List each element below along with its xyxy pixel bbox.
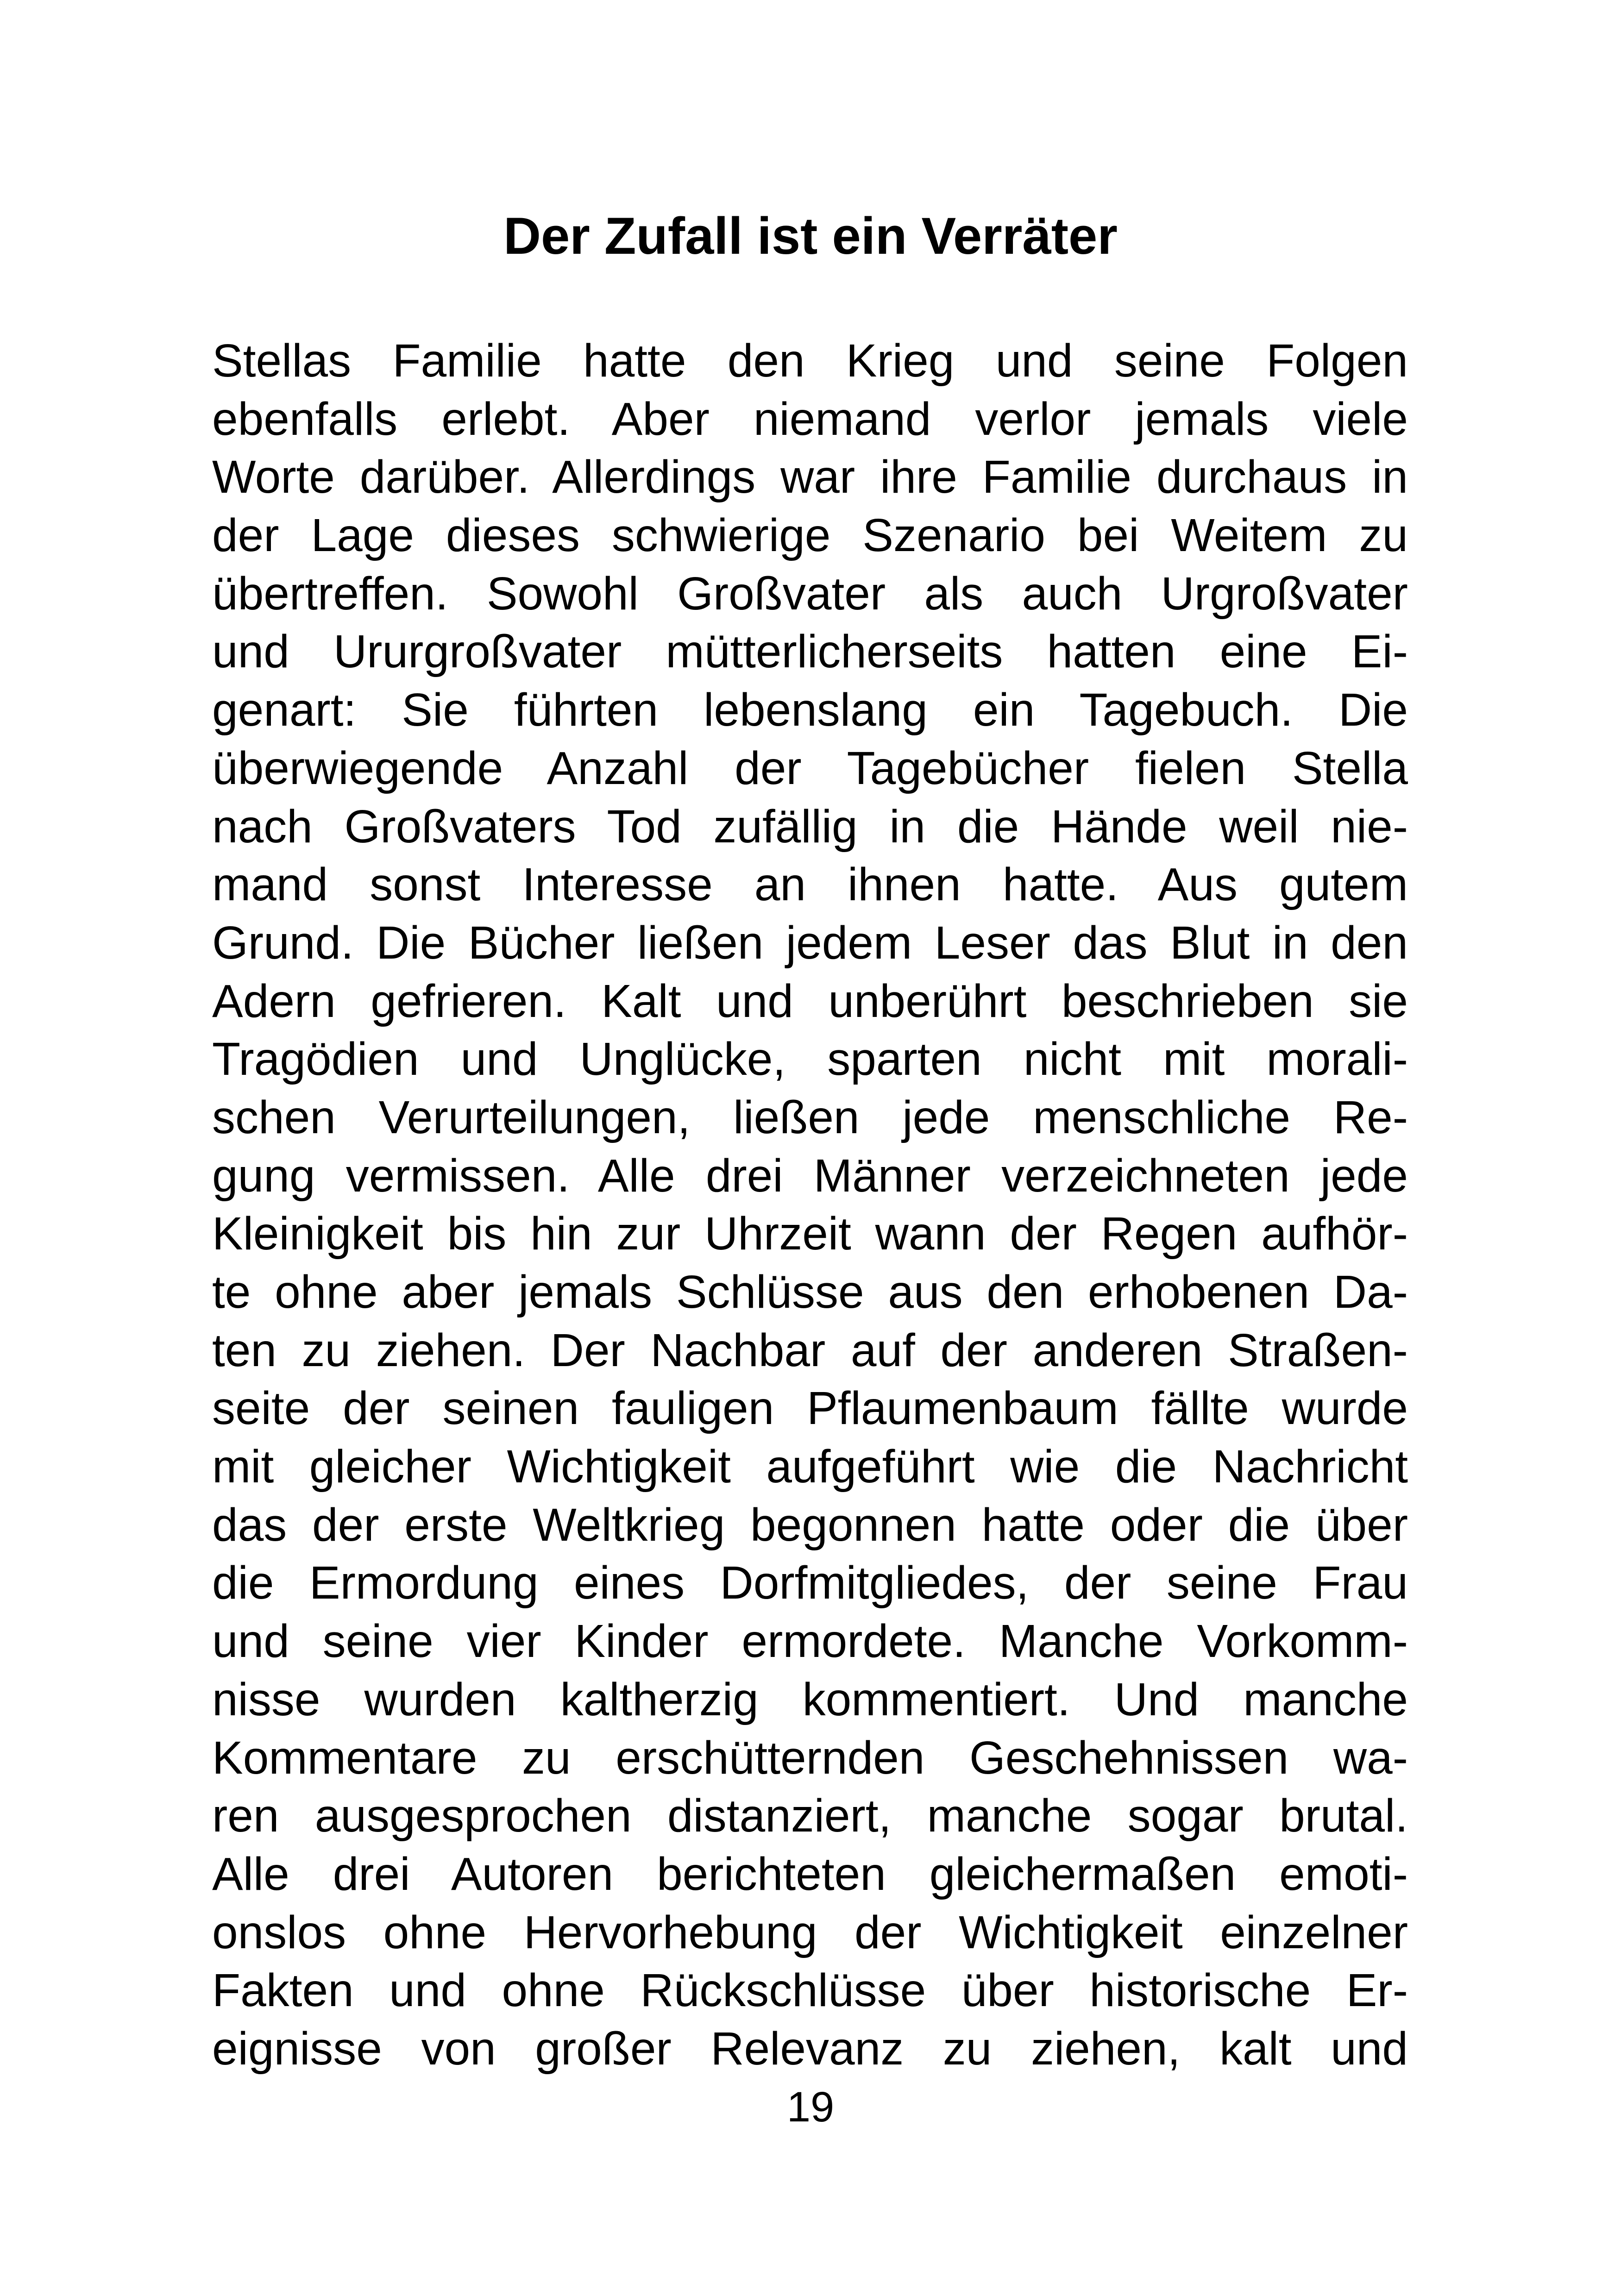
text-line: mand sonst Interesse an ihnen hatte. Aus gutem — [212, 859, 1408, 911]
text-line: nach Großvaters Tod zufällig in die Hände weil nie- — [212, 800, 1408, 853]
text-line: Adern gefrieren. Kalt und unberührt beschrieben sie — [212, 975, 1408, 1027]
text-line: die Ermordung eines Dorfmitgliedes, der seine Frau — [212, 1557, 1408, 1609]
text-line: Stellas Familie hatte den Krieg und seine Folgen — [212, 335, 1408, 387]
chapter-title: Der Zufall ist ein Verräter — [503, 207, 1118, 265]
text-line: onslos ohne Hervorhebung der Wichtigkeit einzelner — [212, 1906, 1408, 1958]
text-line: und Ururgroßvater mütterlicherseits hatten eine Ei- — [212, 626, 1408, 678]
text-line: nisse wurden kaltherzig kommentiert. Und manche — [212, 1673, 1408, 1725]
text-line: Worte darüber. Allerdings war ihre Familie durchaus in — [212, 451, 1408, 503]
text-line: te ohne aber jemals Schlüsse aus den erhobenen Da- — [212, 1266, 1408, 1318]
text-line: überwiegende Anzahl der Tagebücher fielen Stella — [212, 742, 1408, 794]
text-line: ren ausgesprochen distanziert, manche sogar brutal. — [212, 1790, 1408, 1842]
text-line: ebenfalls erlebt. Aber niemand verlor jemals viele — [212, 393, 1408, 445]
page-number: 19 — [786, 2083, 835, 2131]
text-line: ten zu ziehen. Der Nachbar auf der anderen Straßen- — [212, 1324, 1408, 1376]
text-line: Tragödien und Unglücke, sparten nicht mit morali- — [212, 1033, 1408, 1085]
text-line: genart: Sie führten lebenslang ein Tagebuch. Die — [212, 684, 1408, 736]
text-line: der Lage dieses schwierige Szenario bei Weitem zu — [212, 509, 1408, 562]
text-line: eignisse von großer Relevanz zu ziehen, kalt und — [212, 2022, 1408, 2075]
text-line: mit gleicher Wichtigkeit aufgeführt wie die Nachricht — [212, 1441, 1408, 1493]
text-line: und seine vier Kinder ermordete. Manche Vorkomm- — [212, 1615, 1408, 1668]
text-line: Fakten und ohne Rückschlüsse über historische Er- — [212, 1964, 1408, 2017]
text-line: seite der seinen fauligen Pflaumenbaum fällte wurde — [212, 1382, 1408, 1435]
body-text — [212, 332, 1408, 2078]
text-line: schen Verurteilungen, ließen jede menschliche Re- — [212, 1091, 1408, 1143]
text-line: gung vermissen. Alle drei Männer verzeichneten jede — [212, 1149, 1408, 1202]
text-line: Alle drei Autoren berichteten gleichermaßen emoti- — [212, 1848, 1408, 1900]
text-line: Kleinigkeit bis hin zur Uhrzeit wann der Regen aufhör- — [212, 1208, 1408, 1260]
text-line: Kommentare zu erschütternden Geschehnissen wa- — [212, 1731, 1408, 1784]
text-line: übertreffen. Sowohl Großvater als auch Urgroßvater — [212, 567, 1408, 620]
text-line: das der erste Weltkrieg begonnen hatte oder die über — [212, 1499, 1408, 1551]
text-line: Grund. Die Bücher ließen jedem Leser das Blut in den — [212, 916, 1408, 969]
